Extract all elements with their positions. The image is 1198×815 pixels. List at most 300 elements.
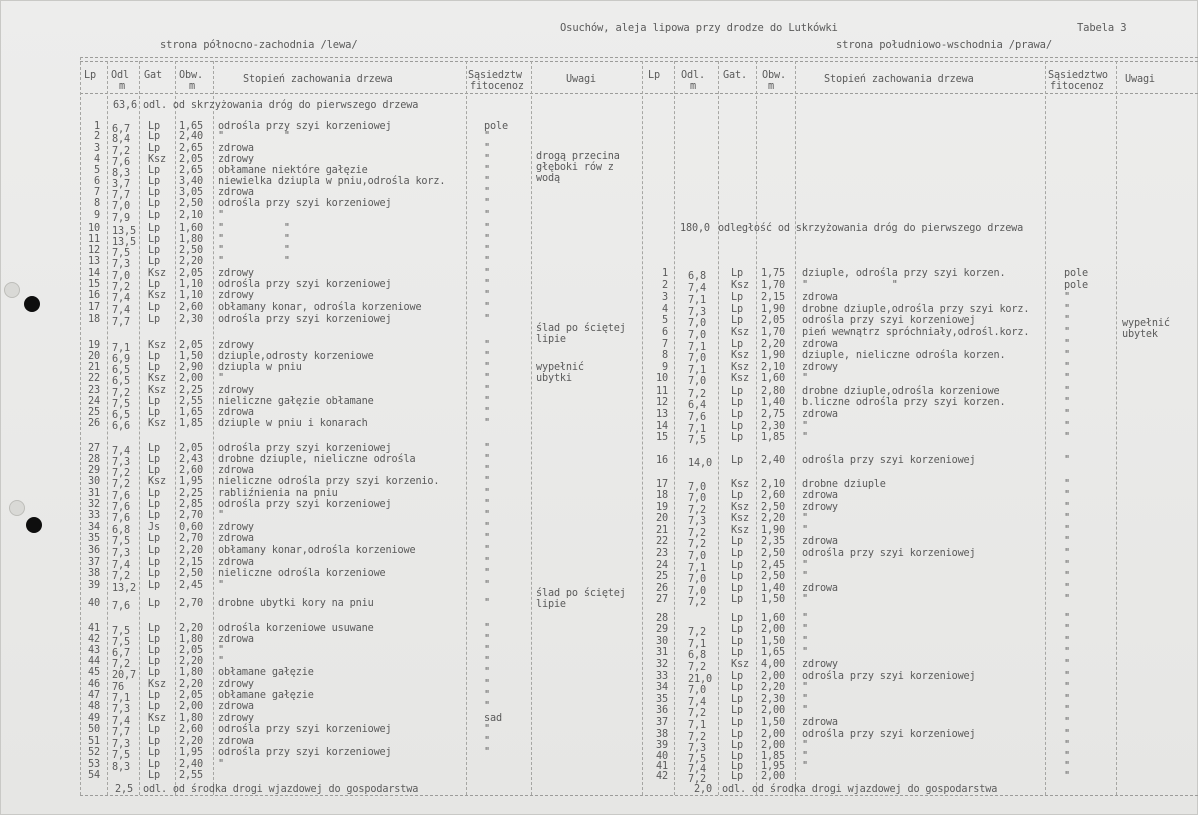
left-row-stan: drobne ubytki kory na pniu	[218, 598, 374, 609]
left-row-sasiedztwo: "	[484, 143, 490, 154]
hdr-odl-right: Odl.	[681, 70, 705, 81]
left-row-stan: zdrowa	[218, 533, 254, 544]
left-row-lp: 45	[88, 667, 100, 678]
right-row-gat: Lp	[731, 594, 743, 605]
right-row-lp: 17	[656, 479, 668, 490]
left-row-sasiedztwo: "	[484, 314, 490, 325]
left-row-stan: odrośla przy szyi korzeniowej	[218, 121, 392, 132]
left-row-lp: 38	[88, 568, 100, 579]
left-row-sasiedztwo: "	[484, 454, 490, 465]
right-row-odl: 7,1	[688, 720, 706, 731]
left-row-lp: 26	[88, 418, 100, 429]
left-row-obw: 1,95	[179, 747, 203, 758]
right-row-stan: "	[802, 705, 808, 716]
right-row-odl: 7,0	[688, 551, 706, 562]
right-row-lp: 7	[662, 339, 668, 350]
left-row-stan: "	[218, 510, 224, 521]
left-row-gat: Ksz	[148, 340, 166, 351]
left-row-lp: 41	[88, 623, 100, 634]
right-row-lp: 36	[656, 705, 668, 716]
right-row-sasiedztwo: "	[1064, 729, 1070, 740]
left-row-odl: 7,6	[112, 502, 130, 513]
right-row-obw: 2,20	[761, 513, 785, 524]
right-row-odl: 7,1	[688, 424, 706, 435]
left-row-gat: Lp	[148, 557, 160, 568]
left-row-sasiedztwo: "	[484, 701, 490, 712]
right-row-stan: "	[802, 525, 808, 536]
right-row-lp: 21	[656, 525, 668, 536]
left-row-lp: 32	[88, 499, 100, 510]
left-row-sasiedztwo: "	[484, 634, 490, 645]
right-row-sasiedztwo: "	[1064, 694, 1070, 705]
col-rule	[139, 61, 140, 795]
right-row-gat: Lp	[731, 583, 743, 594]
left-row-obw: 2,70	[179, 598, 203, 609]
left-row-odl: 6,9	[112, 354, 130, 365]
right-row-gat: Lp	[731, 571, 743, 582]
right-row-obw: 1,85	[761, 432, 785, 443]
right-row-obw: 4,00	[761, 659, 785, 670]
left-row-sasiedztwo: sad	[484, 713, 502, 724]
right-row-gat: Lp	[731, 432, 743, 443]
left-row-lp: 30	[88, 476, 100, 487]
right-row-odl: 7,3	[688, 516, 706, 527]
right-row-odl: 7,5	[688, 435, 706, 446]
right-row-sasiedztwo: "	[1064, 513, 1070, 524]
right-row-odl: 7,2	[688, 662, 706, 673]
left-row-obw: 2,00	[179, 701, 203, 712]
left-row-stan: odrośla przy szyi korzeniowej	[218, 314, 392, 325]
left-row-obw: 2,05	[179, 340, 203, 351]
left-row-gat: Lp	[148, 580, 160, 591]
right-row-sasiedztwo: "	[1064, 536, 1070, 547]
left-row-gat: Lp	[148, 198, 160, 209]
left-row-obw: 2,10	[179, 210, 203, 221]
left-row-lp: 25	[88, 407, 100, 418]
table-bottom-rule	[80, 795, 1198, 796]
left-row-obw: 2,25	[179, 385, 203, 396]
left-row-odl: 7,4	[112, 446, 130, 457]
right-row-gat: Lp	[731, 613, 743, 624]
left-row-sasiedztwo: "	[484, 476, 490, 487]
right-row-obw: 2,60	[761, 490, 785, 501]
left-row-stan: "	[218, 373, 224, 384]
hdr-odl-unit: m	[119, 81, 125, 92]
left-note: ślad po ściętej lipie	[536, 323, 626, 345]
left-row-odl: 6,7	[112, 648, 130, 659]
right-row-sasiedztwo: "	[1064, 455, 1070, 466]
left-row-obw: 2,30	[179, 314, 203, 325]
right-row-lp: 24	[656, 560, 668, 571]
right-row-sasiedztwo: "	[1064, 771, 1070, 782]
right-row-gat: Ksz	[731, 280, 749, 291]
right-row-lp: 16	[656, 455, 668, 466]
left-row-sasiedztwo: "	[484, 340, 490, 351]
left-row-gat: Lp	[148, 443, 160, 454]
right-row-odl: 7,2	[688, 708, 706, 719]
left-row-obw: 1,80	[179, 234, 203, 245]
left-row-obw: 2,05	[179, 268, 203, 279]
left-row-obw: 2,65	[179, 165, 203, 176]
left-row-odl: 7,2	[112, 479, 130, 490]
left-row-lp: 8	[94, 198, 100, 209]
right-row-sasiedztwo: pole	[1064, 280, 1088, 291]
right-row-lp: 32	[656, 659, 668, 670]
left-row-sasiedztwo: "	[484, 223, 490, 234]
left-row-lp: 17	[88, 302, 100, 313]
right-row-stan: zdrowa	[802, 339, 838, 350]
right-row-stan: odrośla przy szyi korzeniowej	[802, 729, 976, 740]
left-row-sasiedztwo: "	[484, 667, 490, 678]
left-row-sasiedztwo: "	[484, 679, 490, 690]
left-row-obw: 1,10	[179, 290, 203, 301]
left-row-stan: " "	[218, 245, 290, 256]
right-row-obw: 1,40	[761, 397, 785, 408]
right-row-obw: 1,60	[761, 613, 785, 624]
hdr-uwagi: Uwagi	[566, 74, 596, 85]
left-row-lp: 11	[88, 234, 100, 245]
right-row-sasiedztwo: pole	[1064, 268, 1088, 279]
right-row-stan: "	[802, 513, 808, 524]
left-row-stan: zdrowa	[218, 634, 254, 645]
left-row-lp: 23	[88, 385, 100, 396]
right-row-sasiedztwo: "	[1064, 751, 1070, 762]
right-row-obw: 2,50	[761, 571, 785, 582]
right-row-stan: zdrowa	[802, 490, 838, 501]
left-row-gat: Ksz	[148, 476, 166, 487]
left-row-lp: 46	[88, 679, 100, 690]
right-row-gat: Lp	[731, 560, 743, 571]
right-row-stan: "	[802, 740, 808, 751]
left-row-gat: Lp	[148, 545, 160, 556]
right-row-lp: 9	[662, 362, 668, 373]
hdr-obw: Obw.	[179, 70, 203, 81]
hdr-stan-right: Stopień zachowania drzewa	[824, 74, 974, 85]
right-row-lp: 8	[662, 350, 668, 361]
left-row-lp: 33	[88, 510, 100, 521]
left-row-odl: 7,0	[112, 271, 130, 282]
right-row-lp: 29	[656, 624, 668, 635]
right-row-obw: 1,90	[761, 350, 785, 361]
left-row-lp: 50	[88, 724, 100, 735]
right-row-sasiedztwo: "	[1064, 705, 1070, 716]
left-row-stan: zdrowy	[218, 385, 254, 396]
right-row-gat: Ksz	[731, 479, 749, 490]
left-row-sasiedztwo: "	[484, 580, 490, 591]
left-row-obw: 1,80	[179, 634, 203, 645]
col-rule	[1045, 61, 1046, 795]
left-row-gat: Lp	[148, 351, 160, 362]
right-row-lp: 19	[656, 502, 668, 513]
right-row-stan: dziuple, nieliczne odrośla korzen.	[802, 350, 1006, 361]
left-row-stan: " "	[218, 256, 290, 267]
left-row-odl: 7,3	[112, 704, 130, 715]
right-row-gat: Ksz	[731, 362, 749, 373]
right-row-lp: 22	[656, 536, 668, 547]
left-row-lp: 3	[94, 143, 100, 154]
left-row-odl: 13,2	[112, 583, 136, 594]
right-row-odl: 7,2	[688, 539, 706, 550]
left-row-stan: " "	[218, 223, 290, 234]
left-row-stan: zdrowa	[218, 187, 254, 198]
right-row-lp: 25	[656, 571, 668, 582]
right-row-lp: 6	[662, 327, 668, 338]
right-row-obw: 2,10	[761, 479, 785, 490]
left-row-odl: 7,6	[112, 601, 130, 612]
right-row-odl: 7,1	[688, 342, 706, 353]
right-row-obw: 2,15	[761, 292, 785, 303]
left-row-stan: nieliczne gałęzie obłamane	[218, 396, 374, 407]
right-row-gat: Ksz	[731, 350, 749, 361]
left-row-obw: 2,90	[179, 362, 203, 373]
right-row-lp: 23	[656, 548, 668, 559]
left-row-stan: zdrowy	[218, 340, 254, 351]
left-row-obw: 2,40	[179, 759, 203, 770]
right-row-odl: 7,0	[688, 318, 706, 329]
left-note: wypełnić ubytki	[536, 362, 584, 384]
left-row-sasiedztwo: "	[484, 568, 490, 579]
right-row-sasiedztwo: "	[1064, 594, 1070, 605]
right-row-stan: "	[802, 751, 808, 762]
right-row-odl: 7,2	[688, 627, 706, 638]
right-row-gat: Ksz	[731, 327, 749, 338]
left-row-obw: 2,05	[179, 645, 203, 656]
hdr-sas-right: Sąsiedztwo	[1048, 70, 1108, 81]
left-row-odl: 7,2	[112, 146, 130, 157]
left-row-lp: 2	[94, 131, 100, 142]
left-row-lp: 15	[88, 279, 100, 290]
punch-hole-1	[24, 296, 40, 312]
left-row-obw: 0,60	[179, 522, 203, 533]
left-row-odl: 76	[112, 682, 124, 693]
hdr-lp: Lp	[84, 70, 96, 81]
left-row-odl: 7,3	[112, 739, 130, 750]
left-row-lp: 12	[88, 245, 100, 256]
left-row-lp: 1	[94, 121, 100, 132]
right-row-lp: 15	[656, 432, 668, 443]
left-row-obw: 2,43	[179, 454, 203, 465]
left-row-odl: 7,5	[112, 637, 130, 648]
right-row-lp: 34	[656, 682, 668, 693]
left-row-obw: 2,50	[179, 198, 203, 209]
left-row-gat: Lp	[148, 302, 160, 313]
right-row-stan: zdrowy	[802, 502, 838, 513]
right-row-sasiedztwo: "	[1064, 373, 1070, 384]
left-row-obw: 2,60	[179, 465, 203, 476]
right-row-obw: 2,75	[761, 409, 785, 420]
left-row-obw: 1,95	[179, 476, 203, 487]
left-row-obw: 1,85	[179, 418, 203, 429]
right-row-gat: Lp	[731, 771, 743, 782]
col-rule	[718, 61, 719, 795]
left-row-gat: Ksz	[148, 385, 166, 396]
left-row-odl: 6,5	[112, 365, 130, 376]
right-row-obw: 2,80	[761, 386, 785, 397]
right-row-lp: 35	[656, 694, 668, 705]
left-row-odl: 7,6	[112, 513, 130, 524]
right-row-gat: Lp	[731, 682, 743, 693]
header-bottom-rule	[80, 93, 1198, 94]
left-row-gat: Lp	[148, 176, 160, 187]
right-row-gat: Lp	[731, 339, 743, 350]
right-row-sasiedztwo: "	[1064, 292, 1070, 303]
right-row-obw: 2,00	[761, 771, 785, 782]
left-row-gat: Lp	[148, 165, 160, 176]
right-row-odl: 6,4	[688, 400, 706, 411]
left-row-stan: zdrowa	[218, 736, 254, 747]
right-row-gat: Lp	[731, 455, 743, 466]
col-rule	[213, 61, 214, 795]
right-row-sasiedztwo: "	[1064, 315, 1070, 326]
right-row-gat: Lp	[731, 729, 743, 740]
left-row-obw: 2,20	[179, 545, 203, 556]
col-rule	[466, 61, 467, 795]
right-row-gat: Lp	[731, 548, 743, 559]
right-row-obw: 1,90	[761, 525, 785, 536]
right-row-gat: Lp	[731, 421, 743, 432]
left-row-sasiedztwo: "	[484, 747, 490, 758]
left-row-lp: 53	[88, 759, 100, 770]
left-row-sasiedztwo: "	[484, 165, 490, 176]
right-row-stan: odrośla przy szyi korzeniowej	[802, 455, 976, 466]
right-row-lp: 41	[656, 761, 668, 772]
right-row-stan: "	[802, 624, 808, 635]
left-row-stan: rabliźnienia na pniu	[218, 488, 338, 499]
right-row-odl: 7,1	[688, 365, 706, 376]
left-row-gat: Lp	[148, 770, 160, 781]
right-row-stan: "	[802, 571, 808, 582]
left-row-stan: "	[218, 656, 224, 667]
left-row-obw: 2,45	[179, 580, 203, 591]
left-row-gat: Lp	[148, 121, 160, 132]
left-row-obw: 2,20	[179, 736, 203, 747]
left-row-lp: 21	[88, 362, 100, 373]
left-row-gat: Lp	[148, 279, 160, 290]
right-row-lp: 27	[656, 594, 668, 605]
left-row-gat: Lp	[148, 724, 160, 735]
right-row-lp: 1	[662, 268, 668, 279]
right-row-lp: 5	[662, 315, 668, 326]
right-row-lp: 12	[656, 397, 668, 408]
left-row-sasiedztwo: "	[484, 187, 490, 198]
left-row-obw: 3,40	[179, 176, 203, 187]
right-row-stan: "	[802, 421, 808, 432]
left-row-stan: odrośla przy szyi korzeniowej	[218, 443, 392, 454]
col-rule	[1116, 61, 1117, 795]
left-row-odl: 7,2	[112, 282, 130, 293]
left-row-lp: 28	[88, 454, 100, 465]
right-row-odl: 7,0	[688, 482, 706, 493]
right-row-odl: 7,3	[688, 307, 706, 318]
right-row-obw: 1,70	[761, 280, 785, 291]
left-row-gat: Lp	[148, 623, 160, 634]
right-row-stan: zdrowa	[802, 717, 838, 728]
left-row-obw: 2,05	[179, 443, 203, 454]
right-row-obw: 1,95	[761, 761, 785, 772]
right-row-sasiedztwo: "	[1064, 421, 1070, 432]
right-row-obw: 2,00	[761, 671, 785, 682]
left-row-gat: Lp	[148, 634, 160, 645]
right-row-sasiedztwo: "	[1064, 386, 1070, 397]
right-row-gat: Lp	[731, 386, 743, 397]
document-title: Osuchów, aleja lipowa przy drodze do Lutkówki	[560, 22, 838, 34]
right-row-odl: 7,0	[688, 353, 706, 364]
left-row-odl: 20,7	[112, 670, 136, 681]
right-row-sasiedztwo: "	[1064, 740, 1070, 751]
left-row-odl: 7,2	[112, 571, 130, 582]
left-row-odl: 7,6	[112, 157, 130, 168]
right-row-odl: 7,1	[688, 639, 706, 650]
left-row-lp: 35	[88, 533, 100, 544]
right-row-sasiedztwo: "	[1064, 362, 1070, 373]
left-row-odl: 6,8	[112, 525, 130, 536]
left-row-obw: 2,15	[179, 557, 203, 568]
right-row-obw: 2,00	[761, 624, 785, 635]
left-row-stan: "	[218, 759, 224, 770]
right-row-gat: Lp	[731, 671, 743, 682]
left-row-gat: Lp	[148, 396, 160, 407]
right-row-stan: "	[802, 613, 808, 624]
left-row-gat: Lp	[148, 362, 160, 373]
right-row-obw: 1,65	[761, 647, 785, 658]
left-row-gat: Lp	[148, 210, 160, 221]
left-row-sasiedztwo: "	[484, 176, 490, 187]
left-row-sasiedztwo: "	[484, 418, 490, 429]
left-row-stan: nieliczne odrośla korzeniowe	[218, 568, 386, 579]
right-row-lp: 20	[656, 513, 668, 524]
left-row-obw: 1,50	[179, 351, 203, 362]
right-row-gat: Lp	[731, 751, 743, 762]
left-row-sasiedztwo: "	[484, 488, 490, 499]
right-row-odl: 7,2	[688, 774, 706, 785]
col-rule	[107, 61, 108, 795]
right-row-obw: 2,20	[761, 339, 785, 350]
left-row-stan: dziuple w pniu i konarach	[218, 418, 368, 429]
right-row-stan: "	[802, 647, 808, 658]
left-row-obw: 2,60	[179, 302, 203, 313]
table-top-rule	[80, 57, 1198, 58]
right-row-odl: 7,2	[688, 528, 706, 539]
right-row-stan: drobne dziuple	[802, 479, 886, 490]
right-row-sasiedztwo: "	[1064, 397, 1070, 408]
right-start-text: odległość od skrzyżowania dróg do pierwszego drzewa	[718, 223, 1024, 234]
right-row-stan: "	[802, 432, 808, 443]
right-row-sasiedztwo: "	[1064, 327, 1070, 338]
left-row-odl: 7,5	[112, 750, 130, 761]
left-row-lp: 49	[88, 713, 100, 724]
left-row-stan: zdrowy	[218, 713, 254, 724]
col-rule	[795, 61, 796, 795]
left-row-stan: odrośla przy szyi korzeniowej	[218, 724, 392, 735]
left-row-sasiedztwo: "	[484, 373, 490, 384]
left-row-gat: Lp	[148, 598, 160, 609]
left-row-lp: 44	[88, 656, 100, 667]
left-row-odl: 6,5	[112, 410, 130, 421]
left-row-odl: 7,7	[112, 727, 130, 738]
right-row-sasiedztwo: "	[1064, 525, 1070, 536]
right-start-odl: 180,0	[680, 223, 710, 234]
right-row-stan: "	[802, 560, 808, 571]
hdr-odl-unit-right: m	[690, 81, 696, 92]
left-row-lp: 9	[94, 210, 100, 221]
left-row-sasiedztwo: "	[484, 499, 490, 510]
hdr-gat: Gat	[144, 70, 162, 81]
left-row-odl: 7,2	[112, 659, 130, 670]
right-row-obw: 2,00	[761, 705, 785, 716]
right-row-obw: 1,90	[761, 304, 785, 315]
left-row-gat: Lp	[148, 407, 160, 418]
right-row-lp: 28	[656, 613, 668, 624]
